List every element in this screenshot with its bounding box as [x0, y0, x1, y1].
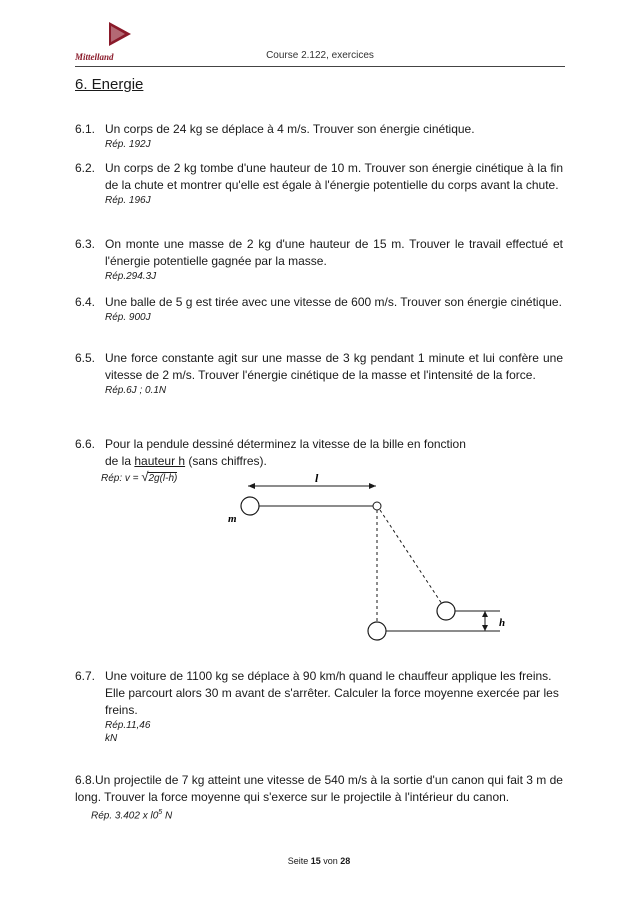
dashed-diagonal — [380, 510, 442, 604]
footer-prefix: Seite — [287, 856, 311, 866]
exercise-6-7 — [75, 668, 563, 745]
page-footer — [0, 856, 638, 866]
exercise-6-2 — [75, 160, 563, 207]
exercise-number: 6.7. — [75, 669, 96, 683]
exercise-text: Un projectile de 7 kg atteint une vitesse de 540 m/s à la sortie d'un canon qui fait 3 m de long. Trouver la force moyenne qui s'exerce sur le projectile à l'intérieur du canon. — [75, 773, 563, 804]
exercise-number: 6.5. — [75, 351, 96, 365]
exercise-number: 6.4. — [75, 295, 96, 309]
exercise-answer: Rép. 192J — [105, 139, 151, 150]
exercise-text: Une force constante agit sur une masse de 3 kg pendant 1 minute et lui confère une vitesse de 2 m/s. Trouver l'énergie cinétique de la masse et l'intensité de la force. — [105, 351, 563, 382]
answer-prefix: Rép: v = — [101, 473, 142, 484]
exercise-6-4 — [75, 294, 563, 324]
exercise-answer: Rép.294.3J — [105, 271, 157, 282]
logo — [75, 20, 135, 64]
exercise-number: 6.2. — [75, 161, 96, 175]
exercise-answer-line2: kN — [105, 733, 118, 744]
footer-page: 15 — [310, 856, 321, 866]
header-title: Course 2.122, exercices — [266, 50, 374, 61]
exercise-text: Une balle de 5 g est tirée avec une vitesse de 600 m/s. Trouver son énergie cinétique. — [105, 295, 562, 309]
section-title: 6. Energie — [75, 76, 144, 93]
label-l: l — [315, 471, 319, 485]
exercise-text-prefix: de la — [105, 454, 135, 468]
exercise-answer: Rép.6J ; 0.1N — [105, 385, 167, 396]
exercise-text: Une voiture de 1100 kg se déplace à 90 km/h quand le chauffeur applique les freins. Elle parcourt alors 30 m avant de s'arrêter. Calculer la force moyenne exercée par les freins. — [105, 669, 559, 717]
exercise-6-8 — [75, 772, 570, 822]
sqrt-icon: √ — [141, 469, 149, 484]
exercise-answer-line1: Rép.11,46 — [105, 720, 151, 731]
exercise-answer — [91, 806, 570, 822]
exercise-text-underlined: hauteur h — [134, 454, 186, 468]
answer-suffix: N — [162, 810, 173, 822]
pendulum-diagram — [220, 470, 520, 645]
exercise-answer: Rép. 900J — [105, 312, 151, 323]
ball-start — [241, 497, 259, 515]
exercise-6-5 — [75, 350, 563, 397]
exercise-text-suffix: (sans chiffres). — [185, 454, 267, 468]
exercise-6-1 — [75, 121, 563, 151]
logo-text: Mittelland — [75, 52, 114, 62]
answer-sqrt: 2g(l-h) — [148, 473, 178, 484]
footer-middle: von — [320, 856, 341, 866]
exercise-text: On monte une masse de 2 kg d'une hauteur de 15 m. Trouver le travail effectué et l'énergie potentielle gagnée par la masse. — [105, 237, 563, 268]
footer-total: 28 — [340, 856, 351, 866]
exercise-6-3 — [75, 236, 563, 283]
exercise-number: 6.3. — [75, 237, 96, 251]
exercise-text: Pour la pendule dessiné déterminez la vitesse de la bille en fonction — [105, 437, 466, 451]
ball-bottom — [368, 622, 386, 640]
exercise-number: 6.1. — [75, 122, 96, 136]
answer-exponent: 5 — [158, 809, 163, 816]
exercise-number: 6.6. — [75, 437, 96, 451]
exercise-text: Un corps de 2 kg tombe d'une hauteur de 10 m. Trouver son énergie cinétique à la fin de la chute et montrer qu'elle est égale à l'énergie potentielle du corps avant la chute. — [105, 161, 563, 192]
exercise-answer: Rép. 196J — [105, 195, 151, 206]
answer-prefix: Rép. 3.402 x l0 — [91, 810, 159, 822]
label-h: h — [499, 617, 506, 629]
exercise-text: Un corps de 24 kg se déplace à 4 m/s. Trouver son énergie cinétique. — [105, 122, 475, 136]
exercise-number: 6.8. — [75, 773, 96, 787]
label-m: m — [228, 513, 237, 525]
pivot — [373, 502, 381, 510]
ball-side — [437, 602, 455, 620]
header-divider — [75, 66, 565, 67]
